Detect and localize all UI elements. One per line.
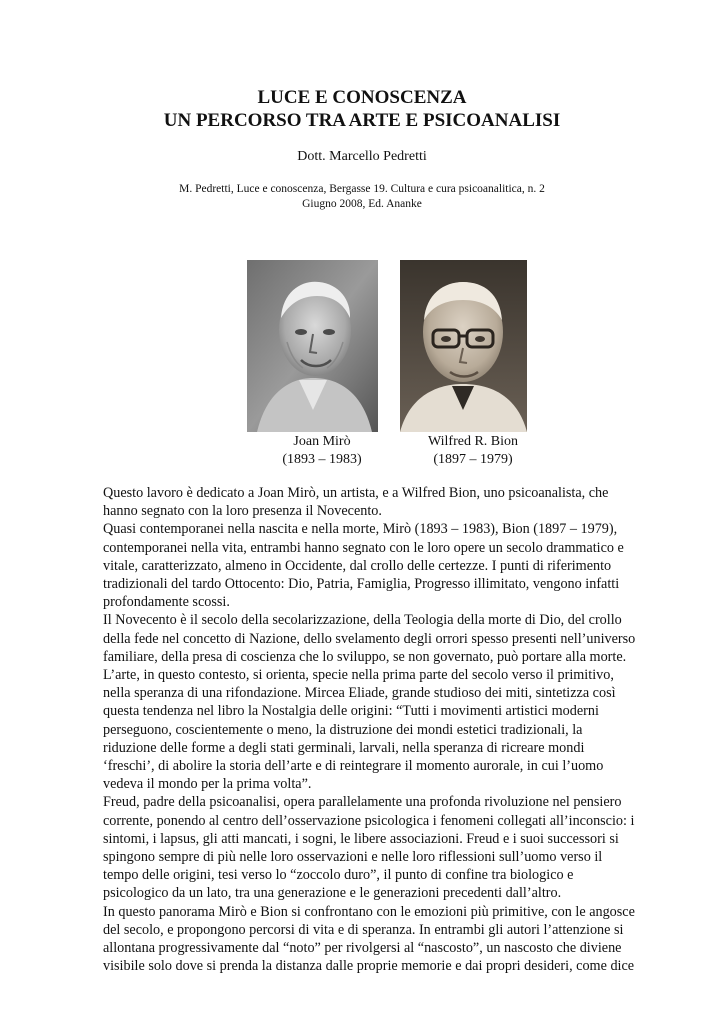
body-line: questa tendenza nel libro la Nostalgia delle origini: “Tutti i movimenti artistici moderni (103, 703, 599, 720)
body-line: Questo lavoro è dedicato a Joan Mirò, un artista, e a Wilfred Bion, uno psicoanalista, che (103, 485, 609, 501)
citation-line-1: M. Pedretti, Luce e conoscenza, Bergasse 19. Cultura e cura psicoanalitica, n. 2 (179, 183, 545, 195)
body-line: allontana progressivamente dal “noto” per rivolgersi al “nascosto”, un nascosto che diviene (103, 940, 622, 957)
body-line: vitale, caratterizzato, almeno in Occidente, dal crollo delle certezze. I punti di riferimento (103, 557, 612, 574)
body-line: della fede nel concetto di Nazione, dello svelamento degli orrori spesso presenti nell’universo (103, 630, 636, 647)
body-line: tradizionali del tardo Ottocento: Dio, Patria, Famiglia, Progresso illimitato, vengono infatti (103, 576, 620, 593)
body-line: contemporanei nella vita, entrambi hanno segnato con le loro opere un secolo drammatico e (103, 539, 624, 556)
portrait-joan-miro-image (247, 260, 378, 432)
body-line: vedeva il mondo per la prima volta”. (103, 776, 312, 793)
portrait-wilfred-bion-image (400, 260, 527, 432)
citation-line-2: Giugno 2008, Ed. Ananke (302, 198, 422, 210)
caption-wilfred-bion (393, 433, 553, 469)
body-line: L’arte, in questo contesto, si orienta, specie nella prima parte del secolo verso il primitivo, (103, 667, 614, 684)
caption-bion-name: Wilfred R. Bion (427, 434, 519, 449)
body-line: ‘freschi’, di abolire la storia dell’arte e di reintegrare il momento aurorale, in cui l’uomo (103, 758, 604, 775)
caption-miro-name: Joan Mirò (293, 434, 351, 449)
caption-bion-dates: (1897 – 1979) (433, 452, 513, 467)
body-line: In questo panorama Mirò e Bion si confrontano con le emozioni più primitive, con le angosce (103, 903, 635, 920)
title-line-2: UN PERCORSO TRA ARTE E PSICOANALISI (163, 110, 561, 131)
body-line: Freud, padre della psicoanalisi, opera parallelamente una profonda rivoluzione nel pensiero (103, 794, 622, 811)
body-line: familiare, della presa di coscienza che lo sviluppo, se non governato, può portare alla morte. (103, 648, 627, 665)
caption-miro-dates: (1893 – 1983) (282, 452, 362, 467)
body-line: Il Novecento è il secolo della secolarizzazione, della Teologia della morte di Dio, del crollo (103, 612, 622, 629)
portrait-joan-miro (247, 260, 378, 432)
body-line: perseguono, coscientemente o meno, la distruzione dei mondi estetici tradizionali, la (103, 721, 583, 738)
body-line: corrente, ponendo al centro dell’osservazione psicologica i fenomeni collegati all’inconscio: i (103, 812, 635, 829)
body-line: riduzione delle forme a degli stati germinali, larvali, nella speranza di ricreare mondi (103, 739, 585, 756)
caption-joan-miro (242, 433, 402, 469)
body-line: hanno segnato con la loro presenza il Novecento. (103, 503, 382, 520)
body-line: tempo delle origini, tesi verso lo “zoccolo duro”, il punto di confine tra biologico e (103, 867, 574, 884)
body-line: Quasi contemporanei nella nascita e nella morte, Mirò (1893 – 1983), Bion (1897 – 1979), (103, 521, 618, 538)
body-text (103, 484, 663, 975)
title-line-1: LUCE E CONOSCENZA (257, 87, 467, 108)
body-line: visibile solo dove si prenda la distanza dalle proprie memorie e dai propri desideri, come dice (103, 958, 635, 975)
body-line: del secolo, e propongono percorsi di vita e di speranza. In entrambi gli autori l’attenzione si (103, 921, 624, 938)
body-line: sintomi, i lapsus, gli atti mancati, i sogni, le libere associazioni. Freud e i suoi successori si (103, 830, 619, 847)
body-line: profondamente scossi. (103, 594, 230, 611)
body-line: nella speranza di una rifondazione. Mircea Eliade, grande studioso dei miti, sintetizza così (103, 685, 616, 702)
body-line: psicologico da un lato, tra una generazione e le generazioni precedenti dall’altro. (103, 885, 562, 902)
author-name: Dott. Marcello Pedretti (297, 149, 427, 164)
portrait-wilfred-bion (400, 260, 527, 432)
body-line: spingono sempre di più nelle loro osservazioni e nelle loro riflessioni sull’uomo verso il (103, 849, 603, 866)
